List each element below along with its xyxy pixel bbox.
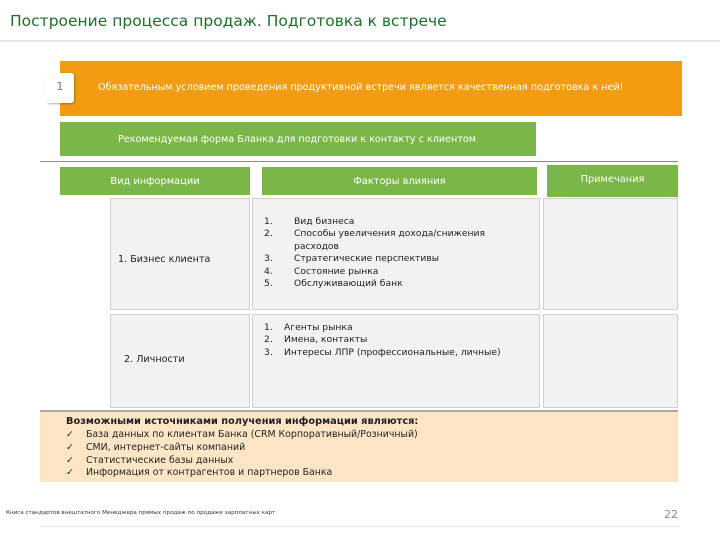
row-label-persons: 2. Личности (124, 354, 185, 365)
list-item: 3. Интересы ЛПР (профессиональные, личные) (264, 346, 501, 358)
column-header-info-type: Вид информации (60, 167, 250, 195)
footer-caption: Книга стандартов внештатного Менеджера прямых продаж по продаже зарплатных карт (6, 510, 276, 516)
check-icon: ✓ (66, 467, 74, 479)
list-item: 3. Стратегические перспективы (264, 253, 439, 265)
page-title: Построение процесса продаж. Подготовка к встрече (10, 12, 447, 30)
key-message-text: Обязательным условием проведения продуктивной встречи является качественная подготовка к ней! (98, 82, 624, 93)
list-item: ✓ Статистические базы данных (66, 454, 234, 466)
page-number: 22 (664, 508, 678, 521)
form-caption-text: Рекомендуемая форма Бланка для подготовки к контакту с клиентом (118, 134, 477, 145)
list-item: ✓ Информация от контрагентов и партнеров Банка (66, 467, 333, 479)
title-divider (0, 40, 720, 42)
row-label-business: 1. Бизнес клиента (118, 254, 211, 265)
table-cell-notes (543, 198, 678, 310)
check-icon: ✓ (66, 441, 74, 453)
sources-title: Возможными источниками получения информации являются: (66, 416, 419, 427)
section-divider (40, 161, 678, 162)
check-icon: ✓ (66, 454, 74, 466)
table-cell-notes (543, 314, 678, 408)
column-header-notes: Примечания (547, 165, 678, 197)
column-header-factors: Факторы влияния (262, 167, 537, 195)
list-item: ✓ База данных по клиентам Банка (CRM Корпоративный/Розничный) (66, 429, 418, 440)
factors-list-persons (264, 322, 501, 359)
list-item: 1. Вид бизнеса (264, 216, 355, 227)
check-icon: ✓ (66, 429, 74, 440)
number-badge-label: 1 (56, 80, 64, 93)
sources-list (66, 429, 418, 480)
list-item: 5. Обслуживающий банк (264, 278, 403, 290)
list-item: 4. Состояние рынка (264, 265, 379, 277)
factors-list-business (264, 216, 504, 290)
list-item: ✓ СМИ, интернет-сайты компаний (66, 441, 246, 453)
list-item: 2. Способы увеличения дохода/снижения расходов (264, 228, 485, 252)
list-item: 2. Имена, контакты (264, 334, 368, 346)
list-item: 1. Агенты рынка (264, 322, 353, 333)
footer-divider (40, 526, 680, 527)
